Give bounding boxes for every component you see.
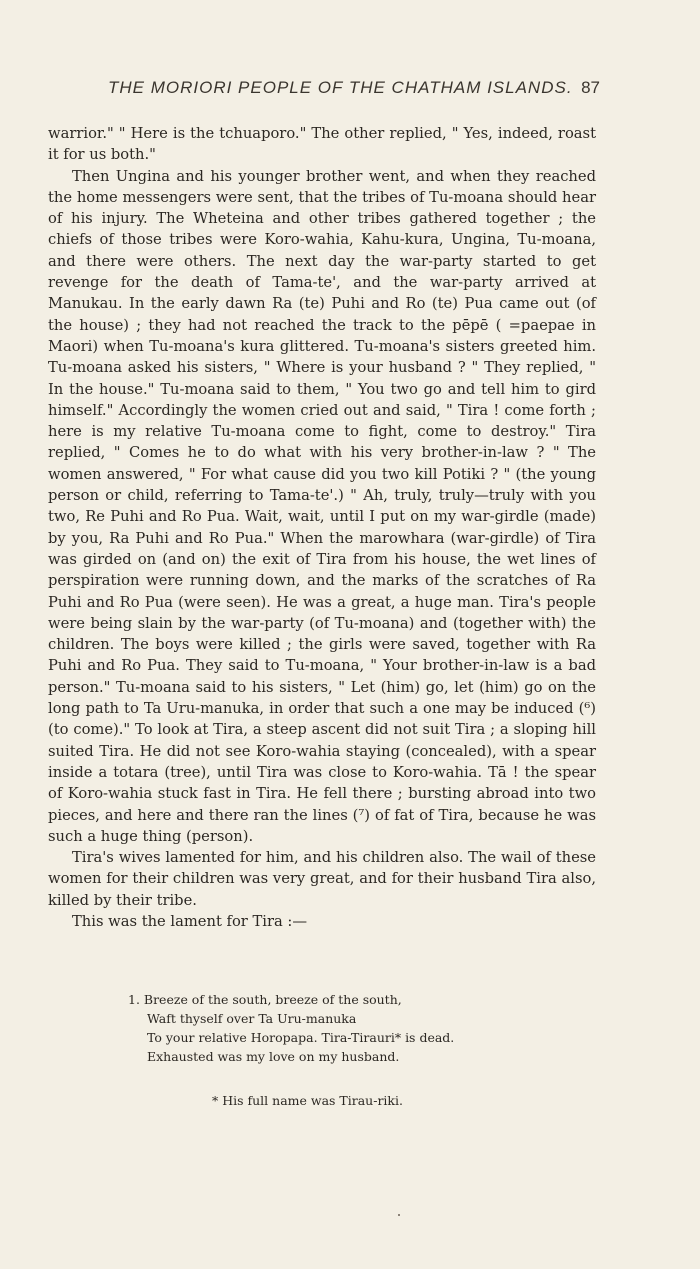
lament-poem — [128, 990, 548, 1066]
paper-speck — [398, 1214, 400, 1216]
poem-line: To your relative Horopapa. Tira-Tirauri* is dead. — [147, 1030, 455, 1045]
page-header — [48, 78, 600, 104]
page-number: 87 — [581, 78, 600, 97]
poem-line: Exhausted was my love on my husband. — [147, 1049, 400, 1064]
paragraph-lament-intro: This was the lament for Tira :— — [72, 912, 308, 930]
footnote: * His full name was Tirau-riki. — [212, 1093, 403, 1108]
paragraph-lament: Tira's wives lamented for him, and his children also. The wail of these women for their children was very great, and for their husband Tira also, killed by their tribe. — [48, 849, 596, 909]
poem-line: 1. Breeze of the south, breeze of the south, — [128, 992, 402, 1007]
paragraph-continuation: warrior." " Here is the tchuaporo." The other replied, " Yes, indeed, roast it for us both." — [48, 125, 596, 164]
running-title: THE MORIORI PEOPLE OF THE CHATHAM ISLANDS. — [108, 78, 573, 97]
body-text — [48, 123, 596, 932]
poem-line: Waft thyself over Ta Uru-manuka — [147, 1011, 357, 1026]
paragraph-war-party: Then Ungina and his younger brother went, and when they reached the home messengers were sent, that the tribes of Tu-moana should hear of his injury. The Wheteina and other tribes gathered together ; the chiefs of those tribes were Koro-wahia, Kahu-kura, Ungina, Tu-moana, and there were others. The next day the war-party started to get revenge for the death of Tama-te', and the war-party arrived at Manukau. In the early dawn Ra (te) Puhi and Ro (te) Pua came out (of the house) ; they had not reached the track to the pēpē ( =paepae in Maori) when Tu-moana's kura glittered. Tu-moana's sisters greeted him. Tu-moana asked his sisters, " Where is your husband ? " They replied, " In the house." Tu-moana said to them, " You two go and tell him to gird himself." Accordingly the women cried out and said, " Tira ! come forth ; here is my relative Tu-moana come to fight, come to destroy." Tira replied, " Comes he to do what with his very brother-in-law ? " The women answered, " For what cause did you two kill Potiki ? " (the young person or child, referring to Tama-te'.) " Ah, truly, truly—truly with you two, Re Puhi and Ro Pua. Wait, wait, until I put on my war-girdle (made) by you, Ra Puhi and Ro Pua." When the marowhara (war-girdle) of Tira was girded on (and on) the exit of Tira from his house, the wet lines of perspiration were running down, and the marks of the scratches of Ra Puhi and Ro Pua (were seen). He was a great, a huge man. Tira's people were being slain by the war-party (of Tu-moana) and (together with) the children. The boys were killed ; the girls were saved, together with Ra Puhi and Ro Pua. They said to Tu-moana, " Your brother-in-law is a bad person." Tu-moana said to his sisters, " Let (him) go, let (him) go on the long path to Ta Uru-manuka, in order that such a one may be induced (⁶) (to come)." To look at Tira, a steep ascent did not suit Tira ; a sloping hill suited Tira. He did not see Koro-wahia staying (concealed), with a spear inside a totara (tree), until Tira was close to Koro-wahia. Tā ! the spear of Koro-wahia stuck fast in Tira. He fell there ; bursting abroad into two pieces, and here and there ran the lines (⁷) of fat of Tira, because he was such a huge thing (person). — [48, 167, 596, 845]
